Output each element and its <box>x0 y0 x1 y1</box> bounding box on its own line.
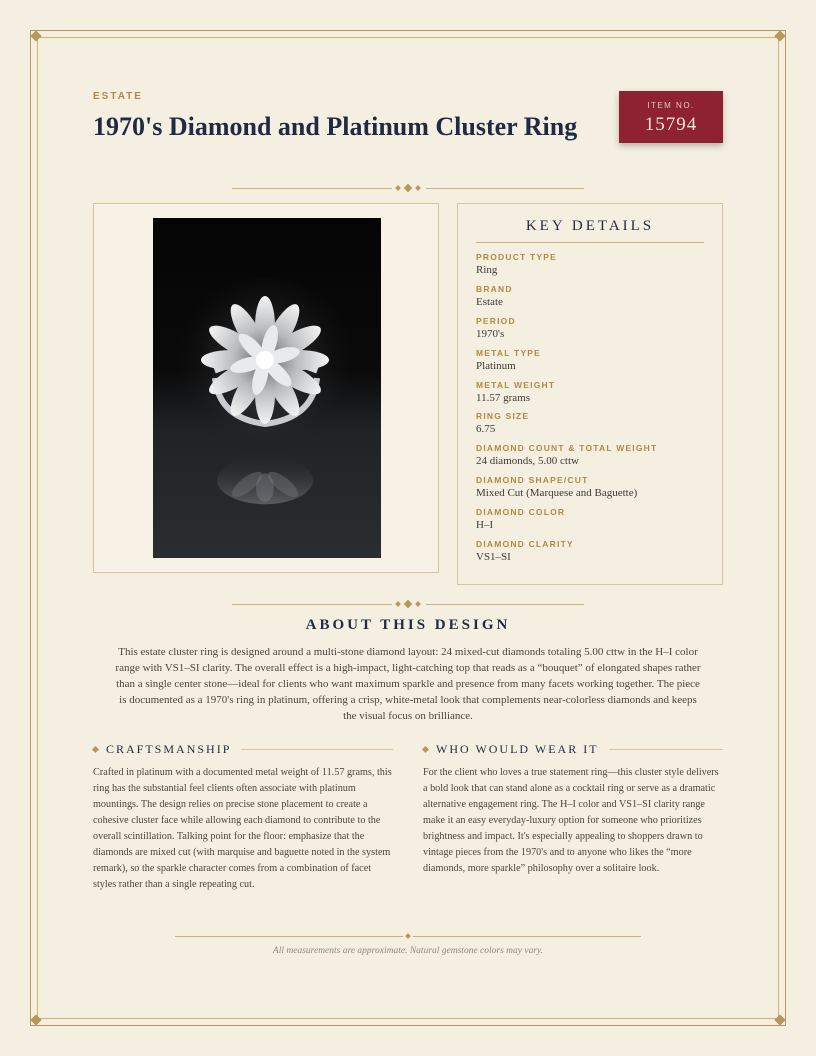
detail-label: METAL TYPE <box>476 348 542 358</box>
page-title: 1970's Diamond and Platinum Cluster Ring <box>93 112 578 141</box>
detail-label: DIAMOND SHAPE/CUT <box>476 475 589 485</box>
detail-value: 11.57 grams <box>476 392 530 404</box>
detail-value: VS1–SI <box>476 551 511 563</box>
item-number-badge <box>619 91 723 143</box>
detail-value: 1970's <box>476 328 505 340</box>
detail-value: Estate <box>476 296 503 308</box>
detail-label: METAL WEIGHT <box>476 380 556 390</box>
detail-product-type <box>476 252 712 276</box>
ring-photo <box>153 218 381 558</box>
detail-diamond-shape <box>476 475 712 499</box>
detail-metal-weight <box>476 380 712 404</box>
detail-diamond-count <box>476 443 712 467</box>
wearer-text: For the client who loves a true statement ring—this cluster style delivers a bold look that can stand alone as a cocktail ring or serve as a dramatic alternative engagement ring. The H–I color and VS1–SI clarity range make it an easy everyday-luxury option for someone who prioritizes brightness and impact. It's especially appealing to shoppers drawn to vintage pieces from the 1970's and to anyone who likes the “more diamonds, more sparkle” philosophy over a solitaire look. <box>423 767 719 874</box>
item-number-label: ITEM NO. <box>647 101 695 110</box>
about-divider <box>232 600 584 610</box>
detail-value: H–I <box>476 519 494 531</box>
detail-label: DIAMOND COLOR <box>476 507 566 517</box>
detail-value: 6.75 <box>476 423 496 435</box>
item-number: 15794 <box>644 114 698 135</box>
product-photo-frame <box>93 203 439 573</box>
footer-divider <box>175 932 641 942</box>
footer-disclaimer: All measurements are approximate. Natural gemstone colors may vary. <box>272 946 544 956</box>
craftsmanship-text: Crafted in platinum with a documented metal weight of 11.57 grams, this ring has the substantial feel clients often associate with platinum mountings. The design relies on precise stone placement to create a cohesive cluster face while allowing each diamond to contribute to the overall scintillation. Talking point for the floor: emphasize that the diamonds are mixed cut (with marquise and baguette noted in the system remark), so the sparkle character comes from a combination of facet styles rather than a single repeating cut. <box>93 767 392 890</box>
detail-diamond-color <box>476 507 712 531</box>
detail-value: Ring <box>476 264 498 276</box>
about-text: This estate cluster ring is designed around a multi-stone diamond layout: 24 mixed-cut diamonds totaling 5.00 cttw in the H–I color range with VS1–SI clarity. The overall effect is a high-impact, light-catching top that reads as a “bouquet” of elongated shapes rather than a single center stone—ideal for clients who want maximum sparkle and presence from many facets working together. The piece is documented as a 1970's ring in platinum, offering a crisp, white-metal look that complements near-colorless diamonds and keeps the visual focus on brilliance. <box>115 646 701 722</box>
key-details-rule <box>476 242 704 243</box>
about-heading: ABOUT THIS DESIGN <box>305 617 511 633</box>
detail-value: Platinum <box>476 360 516 372</box>
detail-label: RING SIZE <box>476 411 530 421</box>
detail-label: BRAND <box>476 284 513 294</box>
detail-period <box>476 316 712 340</box>
craftsmanship-title: CRAFTSMANSHIP <box>106 741 232 756</box>
diamond-bullet-icon <box>422 745 429 752</box>
detail-diamond-clarity <box>476 539 712 563</box>
detail-label: DIAMOND COUNT & TOTAL WEIGHT <box>476 443 658 453</box>
detail-value: 24 diamonds, 5.00 cttw <box>476 455 579 467</box>
key-details-heading: KEY DETAILS <box>525 218 655 234</box>
wearer-heading <box>423 742 723 756</box>
title-divider <box>232 184 584 194</box>
category-eyebrow: ESTATE <box>93 91 143 102</box>
detail-label: PRODUCT TYPE <box>476 252 557 262</box>
craftsmanship-heading <box>93 742 393 756</box>
detail-label: DIAMOND CLARITY <box>476 539 574 549</box>
wearer-title: WHO WOULD WEAR IT <box>436 741 599 756</box>
detail-label: PERIOD <box>476 316 516 326</box>
diamond-ring-illustration <box>153 218 381 558</box>
detail-metal-type <box>476 348 712 372</box>
key-details-panel <box>457 203 723 585</box>
detail-ring-size <box>476 411 712 435</box>
diamond-bullet-icon <box>92 745 99 752</box>
detail-brand <box>476 284 712 308</box>
detail-value: Mixed Cut (Marquese and Baguette) <box>476 487 638 499</box>
